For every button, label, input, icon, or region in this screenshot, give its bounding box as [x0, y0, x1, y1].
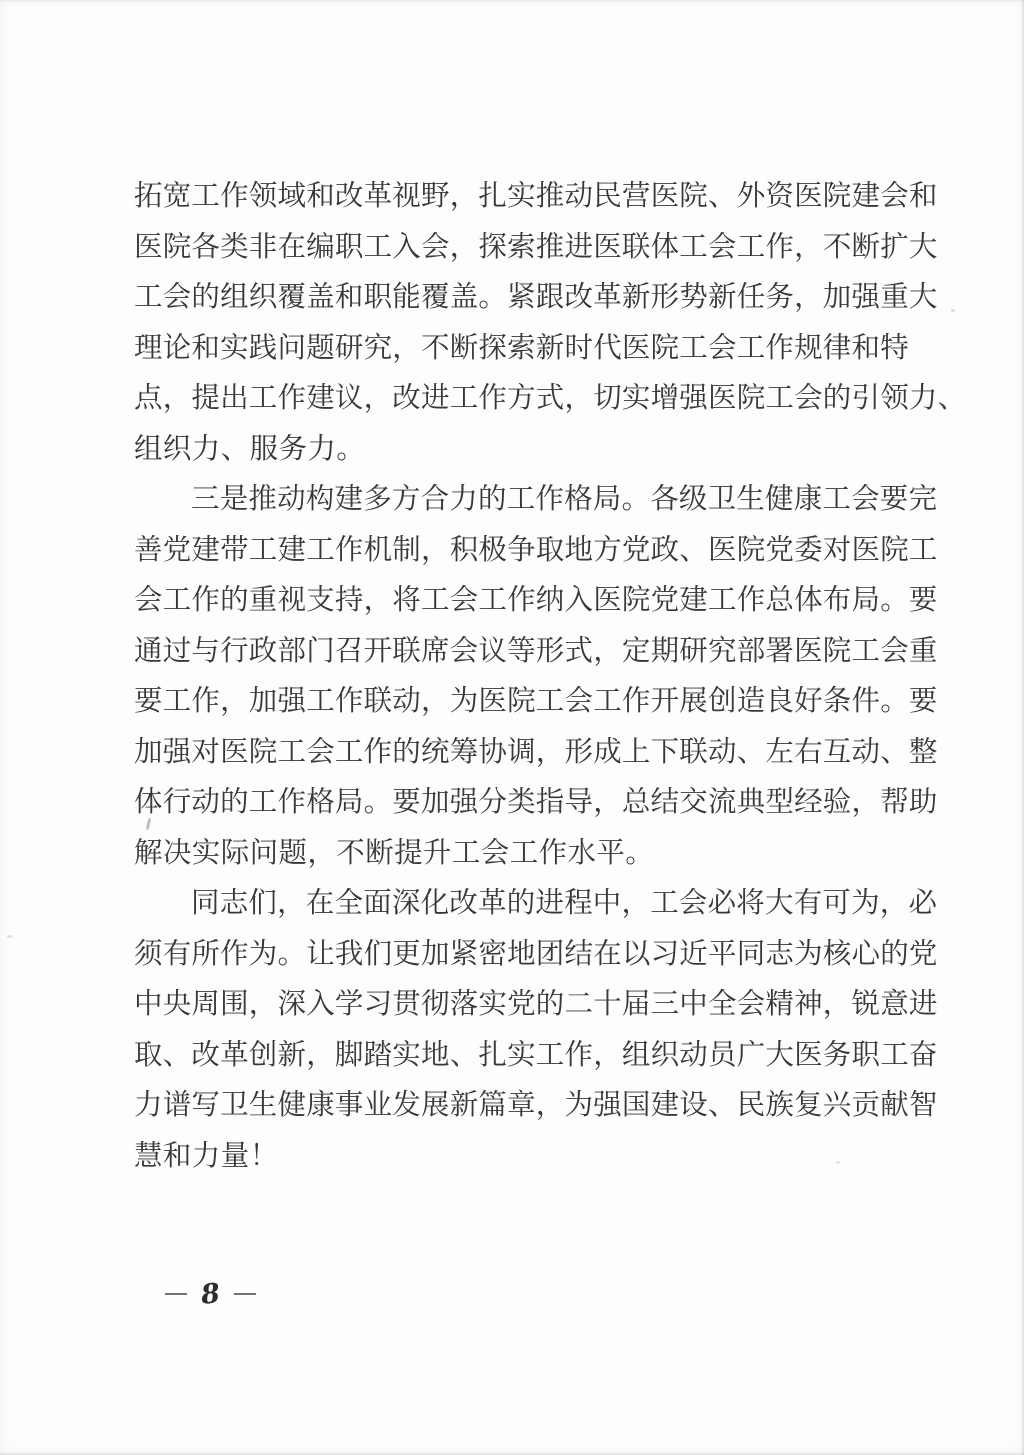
text-line: 组织力、服务力。 — [134, 433, 366, 465]
text-line: 力谱写卫生健康事业发展新篇章，为强国建设、民族复兴贡献智 — [134, 1090, 938, 1121]
text-line: 善党建带工建工作机制，积极争取地方党政、医院党委对医院工 — [134, 534, 938, 566]
text-line: 加强对医院工会工作的统筹协调，形成上下联动、左右互动、整 — [134, 736, 938, 768]
text-line: 工会的组织覆盖和职能覆盖。紧跟改革新形势新任务，加强重大 — [134, 282, 938, 313]
text-line: 医院各类非在编职工入会，探索推进医联体工会工作，不断扩大 — [134, 231, 938, 263]
text-line: 要工作，加强工作联动，为医院工会工作开展创造良好条件。要 — [134, 686, 938, 717]
page-number — [165, 1278, 256, 1309]
text-line: 慧和力量！ — [134, 1140, 279, 1172]
scan-artifact-dot — [7, 935, 12, 938]
text-line: 会工作的重视支持，将工会工作纳入医院党建工作总体布局。要 — [134, 585, 938, 616]
scan-edge-top — [0, 0, 1024, 2]
text-line: 须有所作为。让我们更加紧密地团结在以习近平同志为核心的党 — [134, 938, 938, 970]
page-number-value: 8 — [199, 1278, 222, 1311]
text-line: 取、改革创新，脚踏实地、扎实工作，组织动员广大医务职工奋 — [134, 1039, 938, 1071]
text-line: 点，提出工作建议，改进工作方式，切实增强医院工会的引领力、 — [134, 383, 967, 414]
text-line: 中央周围，深入学习贯彻落实党的二十届三中全会精神，锐意进 — [134, 989, 938, 1020]
page-number-dash-left — [165, 1293, 187, 1295]
text-line: 解决实际问题，不断提升工会工作水平。 — [134, 837, 655, 869]
text-line: 拓宽工作领域和改革视野，扎实推动民营医院、外资医院建会和 — [134, 181, 938, 212]
page-number-dash-right — [234, 1293, 256, 1295]
text-line: 同志们，在全面深化改革的进程中，工会必将大有可为，必 — [191, 888, 938, 919]
scan-artifact-dot — [951, 309, 955, 312]
scan-artifact-dot — [836, 1161, 840, 1164]
text-line: 理论和实践问题研究，不断探索新时代医院工会工作规律和特 — [134, 332, 909, 364]
text-line: 通过与行政部门召开联席会议等形式，定期研究部署医院工会重 — [134, 635, 938, 667]
text-line: 体行动的工作格局。要加强分类指导，总结交流典型经验，帮助 — [134, 787, 938, 818]
text-line: 三是推动构建多方合力的工作格局。各级卫生健康工会要完 — [191, 484, 938, 515]
document-body — [134, 172, 967, 1182]
